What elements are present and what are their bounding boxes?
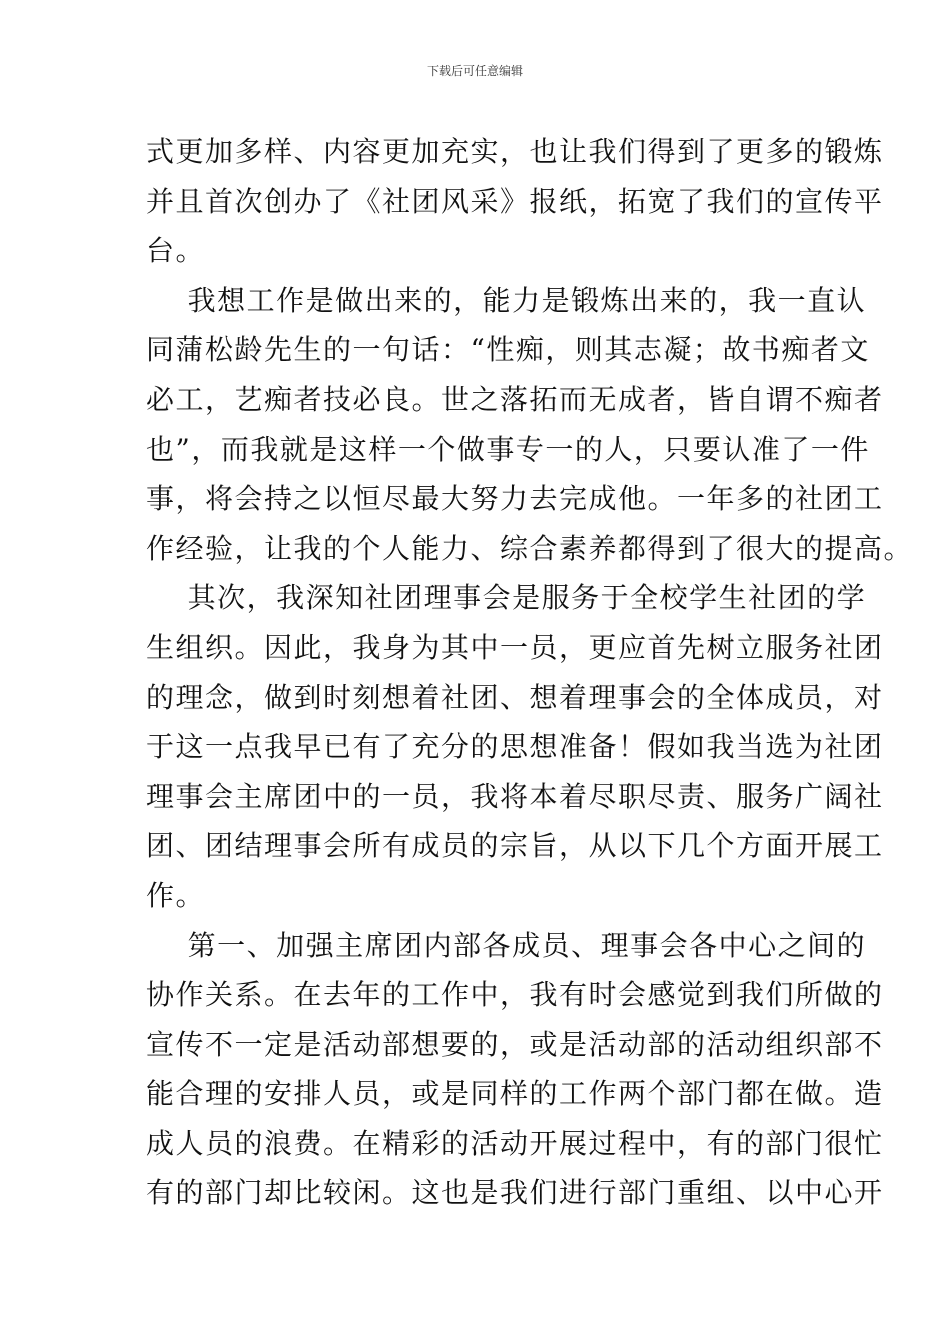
text-line: 台。 [146, 234, 206, 268]
text-line: 能合理的安排人员，或是同样的工作两个部门都在做。造 [146, 1077, 884, 1111]
text-line: 宣传不一定是活动部想要的，或是活动部的活动组织部不 [146, 1027, 884, 1061]
text-line: 于这一点我早已有了充分的思想准备！假如我当选为社团 [146, 730, 884, 764]
text-line: 其次，我深知社团理事会是服务于全校学生社团的学 [146, 581, 867, 615]
text-line: 团、团结理事会所有成员的宗旨，从以下几个方面开展工 [146, 829, 884, 863]
page-header-note: 下载后可任意编辑 [426, 64, 523, 78]
text-line: 第一、加强主席团内部各成员、理事会各中心之间的 [146, 928, 867, 962]
text-line: 成人员的浪费。在精彩的活动开展过程中，有的部门很忙 [146, 1126, 884, 1160]
text-line: 式更加多样、内容更加充实，也让我们得到了更多的锻炼 [146, 135, 884, 168]
text-line: 有的部门却比较闲。这也是我们进行部门重组、以中心开 [146, 1176, 884, 1210]
text-line: 同蒲松龄先生的一句话：“性痴，则其志凝；故书痴者文 [146, 333, 870, 367]
text-line: 事，将会持之以恒尽最大努力去完成他。一年多的社团工 [146, 482, 884, 516]
text-line: 的理念，做到时刻想着社团、想着理事会的全体成员，对 [146, 680, 884, 714]
text-line: 协作关系。在去年的工作中，我有时会感觉到我们所做的 [146, 978, 884, 1012]
text-line: 生组织。因此，我身为其中一员，更应首先树立服务社团 [146, 630, 884, 664]
text-line: 并且首次创办了《社团风采》报纸，拓宽了我们的宣传平 [146, 184, 884, 218]
text-line: 理事会主席团中的一员，我将本着尽职尽责、服务广阔社 [146, 779, 884, 813]
document-body [146, 127, 914, 1218]
text-line: 作。 [146, 878, 206, 912]
text-line: 必工，艺痴者技必良。世之落拓而无成者，皆自谓不痴者 [146, 382, 884, 416]
text-line: 也”，而我就是这样一个做事专一的人，只要认准了一件 [146, 432, 870, 466]
text-line: 作经验，让我的个人能力、综合素养都得到了很大的提高。 [146, 531, 914, 565]
text-line: 我想工作是做出来的，能力是锻炼出来的，我一直认 [146, 283, 867, 317]
